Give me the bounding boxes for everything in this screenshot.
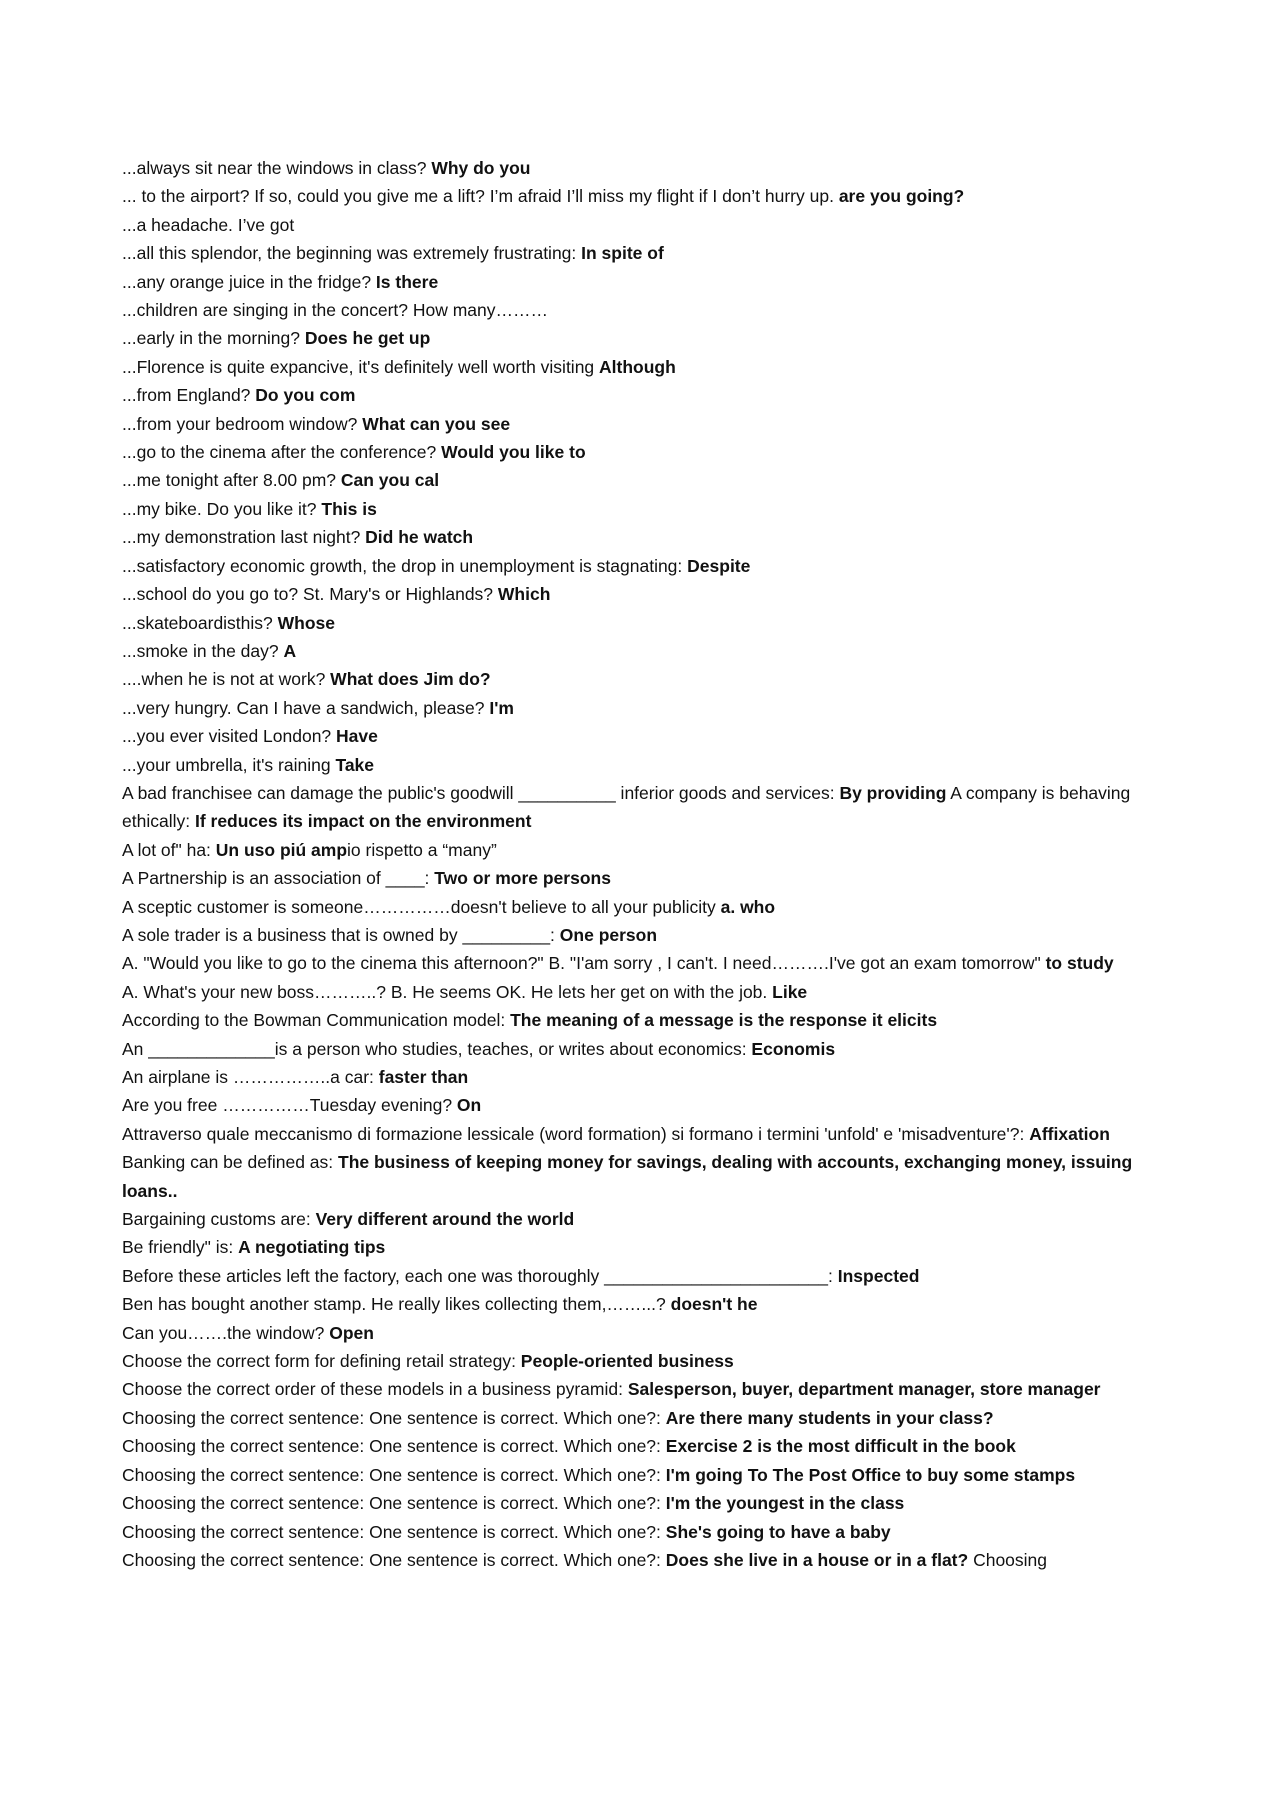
qa-entry: ...you ever visited London? Have [122, 726, 378, 747]
qa-entry: Choosing the correct sentence: One sentence is correct. Which one?: She's going to have a baby [122, 1521, 891, 1542]
qa-entry: A sceptic customer is someone……………doesn't believe to all your publicity a. who [122, 896, 776, 917]
qa-entry: ...school do you go to? St. Mary's or Highlands? Which [122, 584, 551, 605]
qa-entry: A bad franchisee can damage the public's goodwill __________ inferior goods and services: By providing A company is behaving ethically: If reduces its impact on the environment [122, 782, 1131, 832]
qa-entry: ...children are singing in the concert? How many……… [122, 300, 549, 321]
qa-entry: Choosing the correct sentence: One sentence is correct. Which one?: I'm the youngest in the class [122, 1493, 905, 1514]
qa-entry: ...smoke in the day? A [122, 640, 297, 661]
qa-entry: A sole trader is a business that is owned by _________: One person [122, 924, 658, 945]
qa-entry: According to the Bowman Communication model: The meaning of a message is the response it elicits [122, 1010, 938, 1031]
qa-entry: ...Florence is quite expancive, it's definitely well worth visiting Although [122, 356, 676, 377]
qa-entry: ... to the airport? If so, could you give me a lift? I’m afraid I’ll miss my flight if I don’t hurry up. are you going? [122, 186, 965, 207]
qa-entry: Are you free ……………Tuesday evening? On [122, 1095, 482, 1116]
qa-entry: Ben has bought another stamp. He really likes collecting them,……...? doesn't he [122, 1294, 758, 1315]
qa-entry: An _____________is a person who studies, teaches, or writes about economics: Economis [122, 1038, 836, 1059]
qa-entry: ...from England? Do you com [122, 385, 356, 406]
qa-entry: ...skateboardisthis? Whose [122, 612, 336, 633]
qa-entry: ...from your bedroom window? What can you see [122, 413, 511, 434]
qa-entry: ...very hungry. Can I have a sandwich, please? I'm [122, 697, 514, 718]
qa-entry: ...my bike. Do you like it? This is [122, 498, 377, 519]
qa-entry: ...me tonight after 8.00 pm? Can you cal [122, 470, 440, 491]
qa-entry: ...go to the cinema after the conference? Would you like to [122, 442, 586, 463]
qa-entry: Choosing the correct sentence: One sentence is correct. Which one?: Exercise 2 is the most difficult in the book [122, 1436, 1016, 1457]
qa-entry: Before these articles left the factory, each one was thoroughly _______________________: Inspected [122, 1265, 920, 1286]
qa-entry: A Partnership is an association of ____: Two or more persons [122, 868, 611, 889]
qa-entry: Bargaining customs are: Very different around the world [122, 1209, 575, 1230]
qa-entry: Can you…….the window? Open [122, 1322, 374, 1343]
qa-entry: A. What's your new boss………..? B. He seems OK. He lets her get on with the job. Like [122, 981, 808, 1002]
qa-entry: Banking can be defined as: The business of keeping money for savings, dealing with accounts, exchanging money, issuing loans.. [122, 1152, 1133, 1201]
qa-entry: ....when he is not at work? What does Jim do? [122, 669, 491, 690]
qa-entry: A. "Would you like to go to the cinema this afternoon?" B. "I'am sorry , I can't. I need……….I've got an exam tomorrow" to study [122, 953, 1114, 974]
qa-entry: ...my demonstration last night? Did he watch [122, 527, 474, 548]
qa-entry: ...any orange juice in the fridge? Is there [122, 271, 439, 292]
qa-entry: Choosing the correct sentence: One sentence is correct. Which one?: I'm going To The Post Office to buy some stamps [122, 1464, 1076, 1485]
qa-entry: Choosing the correct sentence: One sentence is correct. Which one?: Are there many students in your class? [122, 1407, 994, 1428]
qa-entry: ...early in the morning? Does he get up [122, 328, 431, 349]
qa-entry: Attraverso quale meccanismo di formazione lessicale (word formation) si formano i termini 'unfold' e 'misadventure'?: Affixation [122, 1123, 1110, 1144]
qa-entry: An airplane is ……………..a car: faster than [122, 1067, 469, 1087]
document-page [122, 154, 1172, 1574]
qa-entry: ...your umbrella, it's raining Take [122, 754, 375, 775]
qa-entry: ...satisfactory economic growth, the drop in unemployment is stagnating: Despite [122, 555, 751, 576]
qa-entry: Choose the correct form for defining retail strategy: People-oriented business [122, 1351, 734, 1372]
qa-entry: ...all this splendor, the beginning was extremely frustrating: In spite of [122, 243, 664, 264]
qa-entry: ...always sit near the windows in class? Why do you [122, 158, 531, 178]
qa-entry: Choosing the correct sentence: One sentence is correct. Which one?: Does she live in a house or in a flat? Choosing [122, 1549, 1048, 1570]
qa-entry: A lot of" ha: Un uso piú ampio rispetto a “many” [122, 839, 497, 860]
qa-entry: ...a headache. I’ve got [122, 214, 295, 235]
qa-entry: Be friendly" is: A negotiating tips [122, 1237, 386, 1258]
qa-entry: Choose the correct order of these models in a business pyramid: Salesperson, buyer, department manager, store manager [122, 1379, 1101, 1400]
